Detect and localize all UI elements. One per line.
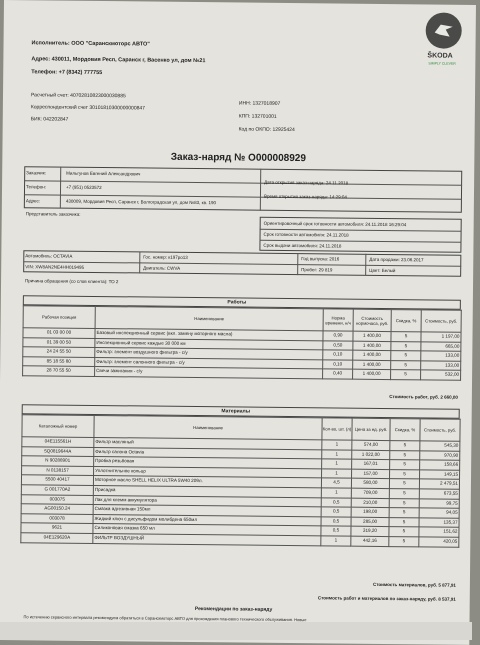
grand-total: Стоимость работ и материалов по заказ-наряду, руб. 8 537,91 xyxy=(317,595,456,602)
works-cell-discount: 5 xyxy=(391,341,421,351)
materials-cell-discount: 5 xyxy=(390,450,420,460)
bank-account: Расчетный счет: 40702810823000030885 xyxy=(30,92,126,100)
works-cell-price: 1 400,00 xyxy=(353,370,391,380)
works-header-position: Рабочая позиция xyxy=(23,306,95,329)
materials-cell-cost: 970,90 xyxy=(420,450,460,460)
bank-okpo: Код по ОКПО: 12925424 xyxy=(238,126,295,134)
opened-date: Дата открытия заказ-наряда: 24.11.2018 xyxy=(264,179,349,186)
phone-label: Телефон: xyxy=(26,184,46,190)
works-cell-code: 24 24 55 50 xyxy=(23,347,95,357)
materials-cell-qty: 0,5 xyxy=(321,526,351,536)
works-cell-discount: 5 xyxy=(391,351,421,361)
ready-estimate: Ориентировочный срок готовности автомобиля: 24.11.2018 16:29:04 xyxy=(263,220,407,228)
materials-cell-code: 003075 xyxy=(21,494,93,504)
recommendations-text: По истечению сервисного интервала рекомендуем обратиться в Саранскмоторс АВТО для прохождения планового технического обслуживания. Новые xyxy=(23,614,307,623)
works-cell-name: Базовый инспекционный сервис (вкл. замену моторного масла) xyxy=(95,328,323,340)
recommendations-title: Рекомендации по заказ-наряду xyxy=(194,606,273,613)
works-cell-discount: 5 xyxy=(391,370,421,380)
works-cell-price: 1 400,00 xyxy=(353,341,391,351)
materials-cell-discount: 5 xyxy=(389,517,419,527)
materials-cell-qty: 1 xyxy=(322,449,352,459)
materials-cell-code: 9621 xyxy=(21,523,93,533)
materials-cell-name: Лак для клемм аккумулятора xyxy=(93,495,321,507)
bank-bik: БИК: 042202847 xyxy=(30,116,69,123)
materials-cell-qty: 0,5 xyxy=(321,507,351,517)
customer-phone: +7 (951) 0523572 xyxy=(66,184,102,191)
materials-cell-name: Фильтр салона Octavia xyxy=(94,447,322,459)
materials-cell-name: Силиконовая смазка 650 мл xyxy=(93,524,321,536)
works-cell-cost: 1 197,00 xyxy=(421,332,461,342)
materials-table xyxy=(20,414,460,547)
works-cell-cost: 532,00 xyxy=(421,370,461,380)
issue-date: Срок выдачи автомобиля: 24.11.2018 xyxy=(263,242,342,249)
materials-title: Материалы xyxy=(221,408,251,415)
materials-cell-code: N 90288901 xyxy=(22,456,94,466)
customer-name: Мильгунов Евгений Александрович xyxy=(66,170,141,177)
materials-cell-price: 580,00 xyxy=(351,479,389,489)
works-cell-cost: 133,00 xyxy=(421,361,461,371)
car-vin: VIN: XW8AN2NE4HH019495 xyxy=(25,264,85,270)
materials-cell-price: 157,00 xyxy=(352,469,390,479)
materials-cell-price: 285,00 xyxy=(351,517,389,527)
customer-address: 430009, Мордовия Респ, Саранск г, Волгоградская ул, дом №83, кв. 190 xyxy=(65,198,217,206)
materials-header-discount: Скидка, % xyxy=(390,419,420,441)
materials-header-name: Наименование xyxy=(94,415,322,439)
works-header-norm: Норма времени, н/ч xyxy=(323,309,353,331)
works-cell-code: 85 18 55 80 xyxy=(23,356,95,366)
works-cell-qty: 0,90 xyxy=(323,331,353,341)
works-cell-price: 1 400,00 xyxy=(353,331,391,341)
visit-reason: Причина обращения (со слов клиента): ТО 2 xyxy=(25,278,119,285)
materials-cell-qty: 1 xyxy=(321,536,351,546)
customer-label: Заказчик: xyxy=(26,170,46,176)
materials-cell-cost: 94,05 xyxy=(419,508,459,518)
works-table xyxy=(22,305,462,381)
materials-cell-name: Пробка резьбовая xyxy=(94,457,322,469)
materials-header-catalog: Каталожный номер xyxy=(22,415,94,438)
materials-cell-code: 5Q0819644A xyxy=(22,446,94,456)
materials-total: Стоимость материалов, руб. 5 877,91 xyxy=(372,581,456,588)
materials-cell-discount: 5 xyxy=(390,441,420,451)
materials-cell-name: Присадка xyxy=(93,485,321,497)
car-plate: Гос. номер: к197ро13 xyxy=(143,254,188,260)
works-cell-cost: 665,00 xyxy=(421,341,461,351)
works-cell-name: Фильтр: элемент воздушного фильтра - с/у xyxy=(95,348,323,360)
works-title: Работы xyxy=(227,299,247,306)
works-cell-code: 01 39 00 50 xyxy=(23,337,95,347)
materials-cell-code: 04E115561H xyxy=(22,437,94,447)
works-cell-qty: 0,40 xyxy=(323,369,353,379)
materials-cell-qty: 1 xyxy=(322,459,352,469)
works-cell-qty: 0,10 xyxy=(323,360,353,370)
materials-cell-cost: 2 479,51 xyxy=(419,479,459,489)
car-engine: Двигатель: CWVA xyxy=(143,265,181,271)
materials-cell-name: Жидкий ключ с дисульфидом молибдена 650мл xyxy=(93,514,321,526)
bank-kpp: КПП: 132701001 xyxy=(238,113,277,120)
skoda-emblem-icon xyxy=(426,12,462,48)
materials-cell-code: AG00150.24 xyxy=(21,504,93,514)
works-cell-name: Свечи зажигания - с/у xyxy=(95,367,323,379)
materials-cell-code: 5500 40417 xyxy=(21,475,93,485)
materials-cell-price: 167,01 xyxy=(352,459,390,469)
materials-cell-code: 04E129620A xyxy=(21,533,93,543)
works-cell-code: 01 03 00 00 xyxy=(23,328,95,338)
opened-time: Время открытия заказ-наряда: 14:29:04 xyxy=(263,193,347,200)
materials-cell-price: 1 022,00 xyxy=(352,450,390,460)
materials-cell-price: 198,00 xyxy=(351,507,389,517)
materials-cell-qty: 1 xyxy=(321,488,351,498)
materials-cell-name: Смазка адгезивная 150мл xyxy=(93,505,321,517)
materials-cell-cost: 673,55 xyxy=(419,489,459,499)
materials-cell-price: 574,00 xyxy=(352,440,390,450)
works-header-rate: Стоимость нормочаса, руб. xyxy=(353,309,391,331)
works-cell-code: 28 70 55 50 xyxy=(23,366,95,376)
works-total: Стоимость работ, руб. 2 660,00 xyxy=(389,394,458,400)
materials-header-qty: Кол-во, шт. (л) xyxy=(322,418,352,440)
materials-cell-cost: 420,05 xyxy=(419,537,459,547)
materials-cell-code: G 001770A2 xyxy=(21,485,93,495)
materials-cell-code: N 0138157 xyxy=(22,465,94,475)
bank-corr: Корреспондентский счет 30101810300000000847 xyxy=(30,104,146,112)
materials-cell-price: 442,16 xyxy=(351,536,389,546)
materials-cell-code: 003078 xyxy=(21,513,93,523)
materials-cell-cost: 99,75 xyxy=(419,498,459,508)
materials-cell-discount: 5 xyxy=(389,489,419,499)
materials-cell-cost: 135,37 xyxy=(419,518,459,528)
materials-header-price: Цена за ед. руб. xyxy=(352,418,390,440)
materials-cell-cost: 158,66 xyxy=(420,460,460,470)
skoda-logo xyxy=(415,10,476,73)
materials-cell-price: 210,00 xyxy=(351,498,389,508)
works-cell-discount: 5 xyxy=(391,332,421,342)
materials-cell-discount: 5 xyxy=(389,479,419,489)
works-header-cost: Стоимость, руб. xyxy=(421,310,461,332)
materials-cell-cost: 149,15 xyxy=(420,470,460,480)
materials-cell-discount: 5 xyxy=(390,460,420,470)
materials-cell-discount: 5 xyxy=(390,469,420,479)
bank-inn: ИНН: 1327018907 xyxy=(238,100,281,107)
materials-cell-qty: 0,5 xyxy=(321,517,351,527)
works-cell-discount: 5 xyxy=(391,360,421,370)
works-header-discount: Скидка, % xyxy=(391,310,421,332)
works-cell-name: Инспекционный сервис каждые 30 000 км xyxy=(95,338,323,350)
materials-cell-discount: 5 xyxy=(389,498,419,508)
materials-header-cost: Стоимость, руб. xyxy=(420,419,460,441)
org-address: Адрес: 430011, Мордовия Респ, Саранск г, Васенко ул, дом №21 xyxy=(31,56,206,65)
car-color: Цвет: Белый xyxy=(369,267,396,274)
ready-date: Срок готовности автомобиля: 24.11.2018 xyxy=(263,231,349,238)
materials-cell-discount: 5 xyxy=(389,508,419,518)
materials-cell-name: Фильтр масляный xyxy=(94,437,322,449)
works-cell-price: 1 400,00 xyxy=(353,350,391,360)
materials-cell-discount: 5 xyxy=(389,536,419,546)
page-bottom-edge xyxy=(0,622,472,640)
materials-cell-qty: 1 xyxy=(322,440,352,450)
materials-cell-qty: 1 xyxy=(322,469,352,479)
address-label: Адрес: xyxy=(25,198,41,204)
works-cell-qty: 0,10 xyxy=(323,350,353,360)
representative: Представитель заказчика: xyxy=(25,211,81,217)
document-title: Заказ-наряд № O000008929 xyxy=(170,151,306,165)
logo-brand: ŠKODA xyxy=(427,52,453,60)
org-name: Исполнитель: ООО "Саранскмоторс АВТО" xyxy=(31,40,150,48)
car-mileage: Пробег: 29 819 xyxy=(301,267,333,273)
works-cell-name: Фильтр: элемент салонного фильтра - с/у xyxy=(95,357,323,369)
materials-cell-price: 709,00 xyxy=(351,488,389,498)
works-cell-cost: 133,00 xyxy=(421,351,461,361)
car-year: Год выпуска: 2016 xyxy=(301,256,340,262)
logo-tagline: SIMPLY CLEVER xyxy=(428,61,456,66)
materials-cell-cost: 545,30 xyxy=(420,441,460,451)
org-phone: Телефон: +7 (8342) 777755 xyxy=(31,69,103,77)
materials-cell-name: Моторное масло SHELL HELIX ULTRA 5W40 209л. xyxy=(93,476,321,488)
works-cell-qty: 0,50 xyxy=(323,340,353,350)
car-sale-date: Дата продажи: 23.06.2017 xyxy=(369,256,424,263)
materials-cell-discount: 5 xyxy=(389,527,419,537)
materials-cell-cost: 151,62 xyxy=(419,527,459,537)
works-cell-price: 1 400,00 xyxy=(353,360,391,370)
materials-cell-qty: 0,5 xyxy=(321,497,351,507)
materials-cell-name: ФИЛЬТР ВОЗДУШНЫЙ xyxy=(93,533,321,545)
materials-cell-name: Уплотнительное кольцо xyxy=(94,466,322,478)
materials-cell-qty: 4,5 xyxy=(321,478,351,488)
car-model: Автомобиль: OCTAVIA xyxy=(25,253,73,259)
materials-cell-price: 319,20 xyxy=(351,527,389,537)
works-header-name: Наименование xyxy=(95,306,323,330)
